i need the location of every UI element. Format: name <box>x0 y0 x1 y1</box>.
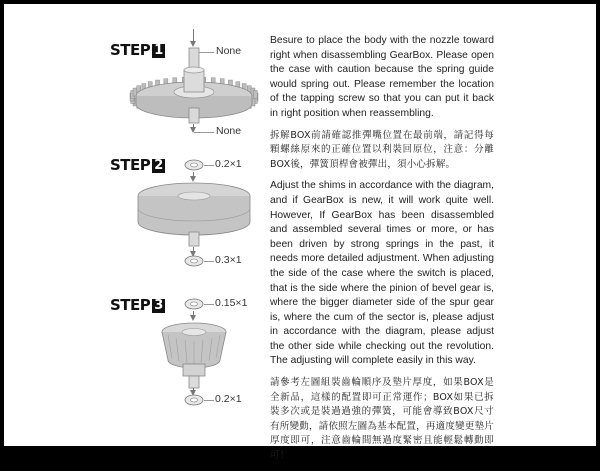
diagram-column <box>4 4 269 446</box>
step-3-word: STEP <box>110 296 151 314</box>
step-1-spur-gear <box>134 48 264 128</box>
step-2-bottom-shim <box>184 255 204 267</box>
step-2-heading <box>110 156 165 174</box>
step-3-top-leader <box>204 304 214 305</box>
step-3-bottom-shim-label: 0.2×1 <box>215 393 242 405</box>
step-1-top-arrow <box>193 29 194 43</box>
step-3-top-shim-label: 0.15×1 <box>215 297 248 309</box>
step-2-top-shim-label: 0.2×1 <box>215 158 242 170</box>
step-2-bottom-shim-label: 0.3×1 <box>215 254 242 266</box>
step-2-bottom-arrow <box>193 247 194 253</box>
step-3-top-arrow <box>193 311 194 317</box>
step-1-bottom-shim-label: None <box>216 125 242 137</box>
disassembly-note-zh: 拆解BOX前請確認推彈嘴位置在最前端，請記得每顆螺絲原來的正確位置以利裝回原位，注意：分離BOX後，彈簧頂桿會被彈出，須小心拆解。 <box>270 129 494 170</box>
step-1-bottom-arrow <box>193 124 194 129</box>
step-3-heading <box>110 296 165 314</box>
step-3-number: 3 <box>154 298 163 313</box>
step-2-top-leader <box>204 165 214 166</box>
instruction-text-column <box>270 34 494 471</box>
step-3-bottom-leader <box>204 400 214 401</box>
step-2-tappet-gear <box>134 182 264 248</box>
step-3-top-shim <box>184 298 204 310</box>
shim-adjustment-note-zh: 請參考左圖組裝齒輪順序及墊片厚度，如果BOX是全新品，這樣的配置即可正常運作；BOX如果已拆裝多次或是裝過過強的彈簧，可能會導致BOX尺寸有所變動，請依照左圖為基本配置，再適度變更墊片厚度即可，注意齒輪間無過度緊密且能輕鬆轉動即可！ <box>270 377 494 462</box>
step-1-bottom-leader <box>194 132 214 133</box>
step-1-top-shim-label: None <box>216 45 242 57</box>
step-3-bevel-gear <box>154 320 234 390</box>
instruction-page <box>4 4 596 462</box>
step-2-bottom-leader <box>204 261 214 262</box>
step-1-number: 1 <box>154 43 163 58</box>
step-3-bottom-arrow <box>193 388 194 392</box>
step-2-number: 2 <box>154 158 163 173</box>
step-2-word: STEP <box>110 156 151 174</box>
step-2-top-arrow <box>193 172 194 178</box>
step-2-top-shim <box>184 159 204 171</box>
step-1-word: STEP <box>110 41 151 59</box>
disassembly-note-en: Besure to place the body with the nozzle toward right when disassembling GearBox. Please open the case with caution because the spring guide would spring out. Please remember the location of the tapping screw so that you can put it back in right position when reassembling. <box>270 35 494 119</box>
step-3-bottom-shim <box>184 394 204 406</box>
shim-adjustment-note-en: Adjust the shims in accordance with the diagram, and if GearBox is new, it will work quite well. However, If GearBox has been disassembled and assembled several times or more, or has been driven by strong springs in the past, it needs more detailed adjustment. When adjusting the side of the case where the switch is placed, that is the side where the pinion of bevel gear is, where the bigger diameter side of the spur gear is, where the cum of the sector is, please adjust in accordance with the diagram, please adjust the other side while checking out the revolution. The adjusting will complete easily in this way. <box>270 180 494 367</box>
